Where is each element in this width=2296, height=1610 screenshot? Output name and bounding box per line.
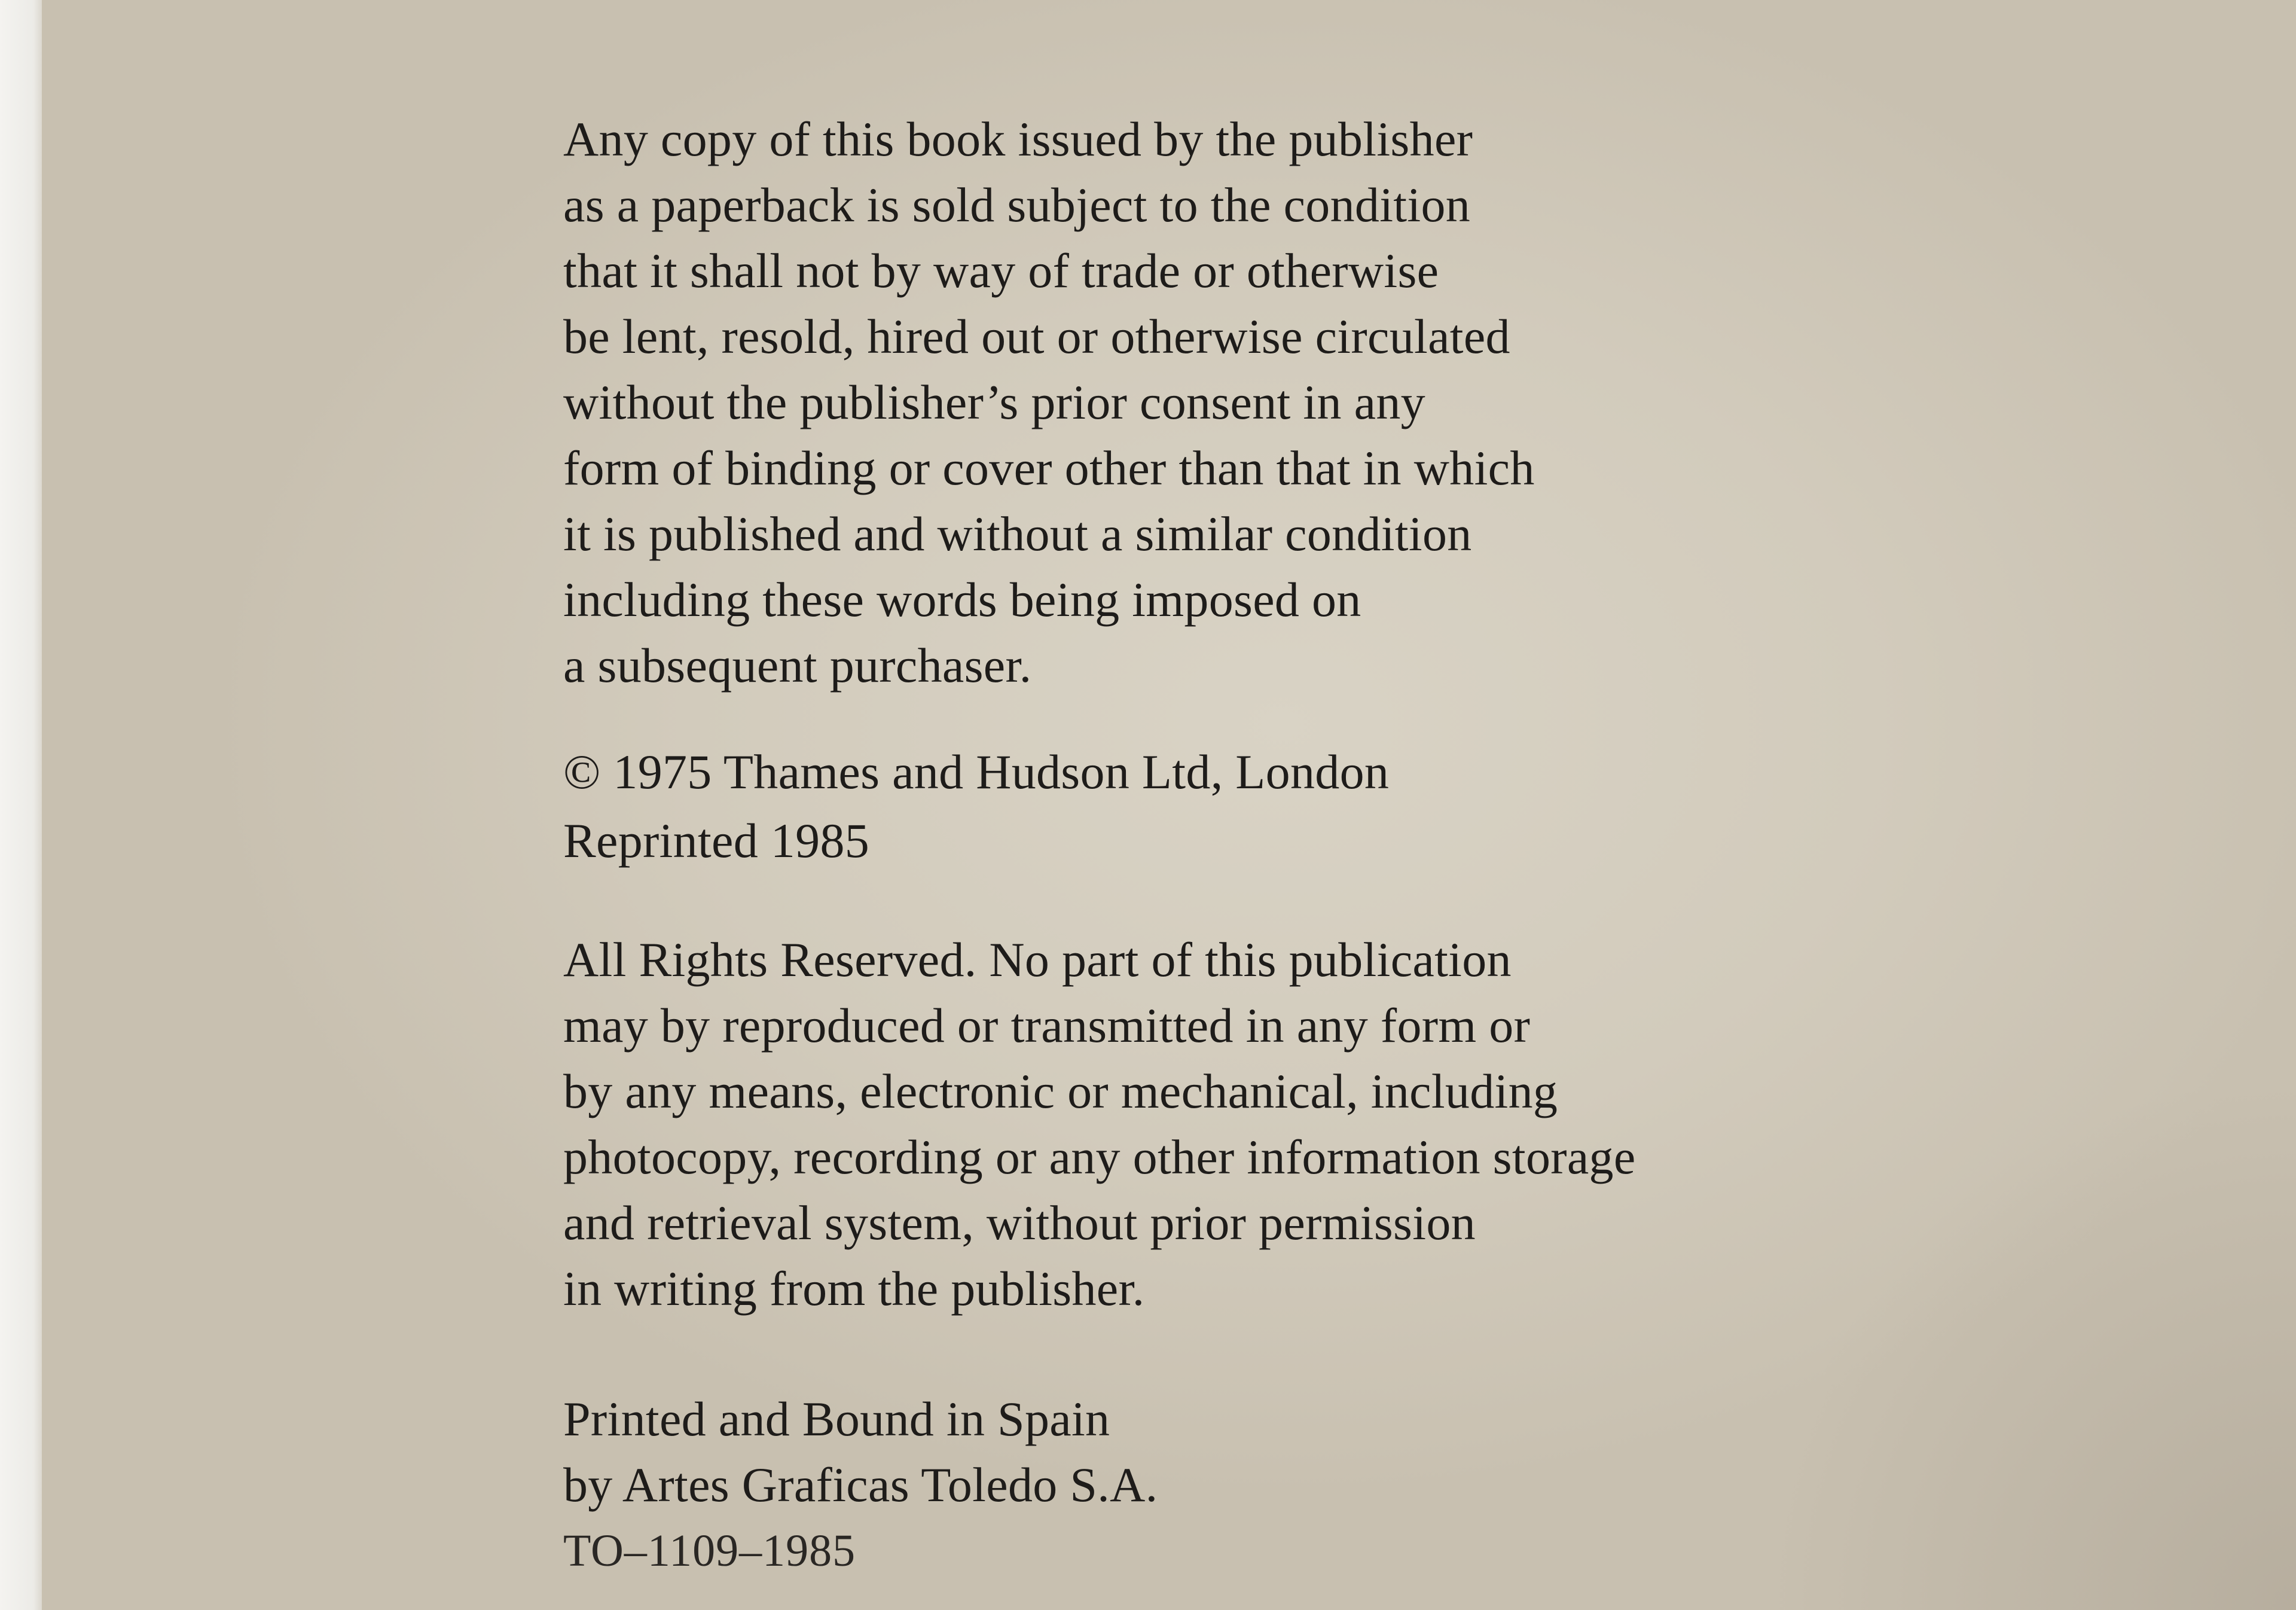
printer-name-line: by Artes Graficas Toledo S.A. <box>563 1457 1158 1512</box>
text-line: form of binding or cover other than that in which <box>563 441 1535 495</box>
reprint-line: Reprinted 1985 <box>563 813 870 868</box>
rights-reserved-paragraph <box>563 927 1998 1322</box>
text-line: All Rights Reserved. No part of this publication <box>563 932 1512 987</box>
text-line: it is published and without a similar condition <box>563 507 1472 561</box>
text-line: without the publisher’s prior consent in any <box>563 375 1425 429</box>
text-line: that it shall not by way of trade or otherwise <box>563 243 1439 298</box>
printed-in-line: Printed and Bound in Spain <box>563 1392 1110 1446</box>
text-line: including these words being imposed on <box>563 572 1361 627</box>
text-line: be lent, resold, hired out or otherwise circulated <box>563 309 1510 364</box>
text-line: may by reproduced or transmitted in any form or <box>563 998 1531 1053</box>
text-line: as a paperback is sold subject to the condition <box>563 178 1471 232</box>
text-line: by any means, electronic or mechanical, including <box>563 1064 1558 1118</box>
text-line: photocopy, recording or any other information storage <box>563 1130 1636 1184</box>
copyright-notice <box>563 737 1998 875</box>
text-line: and retrieval system, without prior permission <box>563 1196 1476 1250</box>
text-line: Any copy of this book issued by the publisher <box>563 112 1473 166</box>
printer-information <box>563 1386 1998 1584</box>
print-code-line: TO–1109–1985 <box>563 1526 856 1576</box>
copyright-line: © 1975 Thames and Hudson Ltd, London <box>563 745 1390 799</box>
text-line: in writing from the publisher. <box>563 1261 1145 1316</box>
page-edge-strip <box>0 0 42 1610</box>
text-line: a subsequent purchaser. <box>563 638 1032 693</box>
resale-condition-paragraph <box>563 106 1998 699</box>
